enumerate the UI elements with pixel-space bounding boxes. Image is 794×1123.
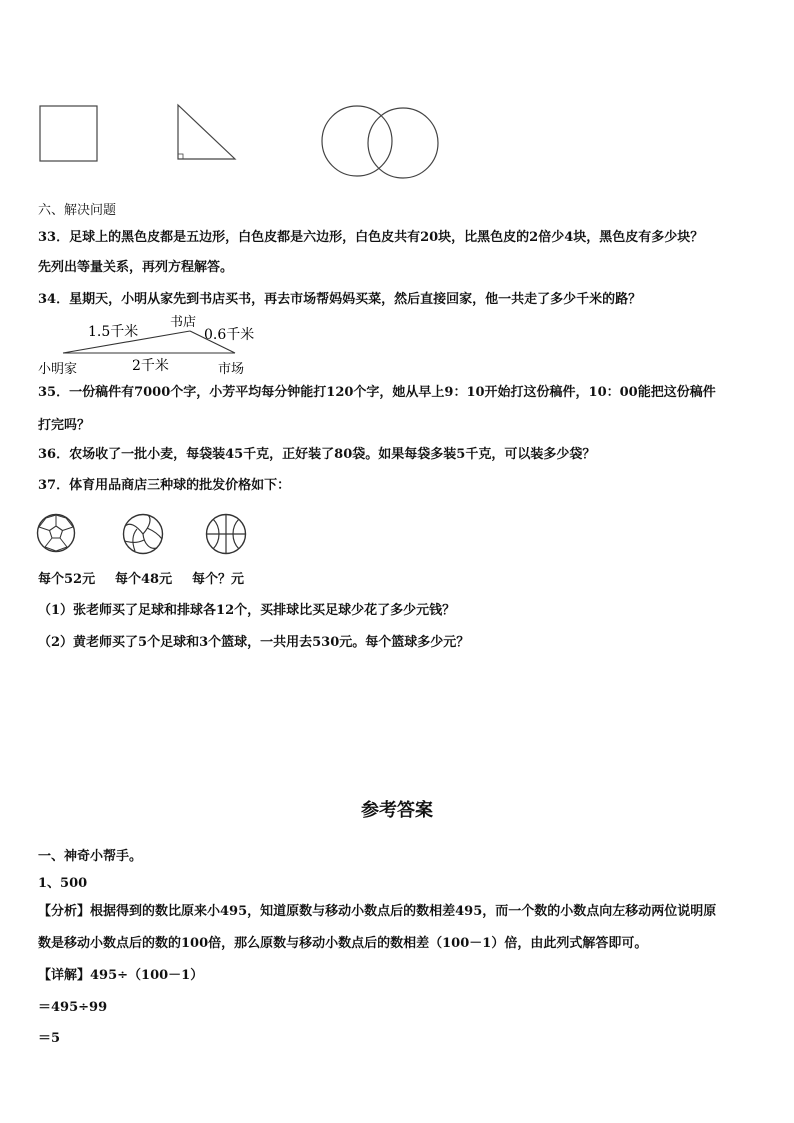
answer-1-analysis-line1: 【分析】根据得到的数比原来小495，知道原数与移动小数点后的数相差495，而一个数的小数点向左移动两位说明原 bbox=[38, 904, 717, 919]
question-33-line2: 先列出等量关系，再列方程解答。 bbox=[38, 260, 234, 275]
route-diagram bbox=[30, 312, 280, 380]
question-33-line1: 33．足球上的黑色皮都是五边形，白色皮都是六边形，白色皮共有20块，比黑色皮的2倍少4块，黑色皮有多少块？ bbox=[38, 230, 704, 245]
answer-1-analysis-line2: 数是移动小数点后的数的100倍，那么原数与移动小数点后的数相差（100－1）倍，由此列式解答即可。 bbox=[38, 936, 648, 951]
distance-bookstore-market: 0.6千米 bbox=[204, 327, 255, 343]
distance-home-bookstore: 1.5千米 bbox=[88, 324, 139, 340]
right-triangle-shape bbox=[178, 105, 235, 159]
square-shape bbox=[40, 106, 97, 161]
label-home: 小明家 bbox=[38, 362, 78, 377]
question-37: 37．体育用品商店三种球的批发价格如下： bbox=[38, 478, 291, 493]
ball-price-basketball: 每个？元 bbox=[192, 572, 245, 587]
label-bookstore: 书店 bbox=[170, 315, 197, 330]
ball-price-soccer: 每个52元 bbox=[38, 572, 96, 587]
distance-home-market: 2千米 bbox=[132, 358, 169, 374]
label-market: 市场 bbox=[218, 362, 245, 377]
shapes-figure bbox=[30, 95, 450, 185]
soccer-ball-icon bbox=[36, 513, 76, 553]
question-36: 36．农场收了一批小麦，每袋装45千克，正好装了80袋。如果每袋多装5千克，可以装多少袋？ bbox=[38, 447, 596, 462]
question-37-sub1: （1）张老师买了足球和排球各12个，买排球比买足球少花了多少元钱？ bbox=[38, 603, 456, 618]
question-34: 34．星期天，小明从家先到书店买书，再去市场帮妈妈买菜，然后直接回家，他一共走了多少千米的路？ bbox=[38, 292, 642, 307]
answers-section1-heading: 一、神奇小帮手。 bbox=[38, 849, 143, 864]
answer-1: 1、500 bbox=[38, 876, 88, 891]
answers-title: 参考答案 bbox=[361, 800, 433, 821]
question-35-line1: 35．一份稿件有7000个字，小芳平均每分钟能打120个字，她从早上9：10开始打这份稿件，10：00能把这份稿件 bbox=[38, 385, 716, 400]
answer-1-detail-line1: 【详解】495÷（100－1） bbox=[38, 968, 204, 983]
right-circle-shape bbox=[368, 108, 438, 178]
question-35-line2: 打完吗？ bbox=[38, 418, 91, 433]
section-heading-solve-problems: 六、解决问题 bbox=[38, 203, 117, 218]
ball-price-volleyball: 每个48元 bbox=[115, 572, 173, 587]
answer-1-detail-line3: ＝5 bbox=[38, 1031, 61, 1046]
answer-1-detail-line2: ＝495÷99 bbox=[38, 1000, 108, 1015]
left-circle-shape bbox=[322, 106, 392, 176]
volleyball-icon bbox=[122, 513, 164, 555]
right-angle-mark bbox=[178, 154, 183, 159]
basketball-icon bbox=[205, 513, 247, 555]
question-37-sub2: （2）黄老师买了5个足球和3个篮球，一共用去530元。每个篮球多少元？ bbox=[38, 635, 470, 650]
